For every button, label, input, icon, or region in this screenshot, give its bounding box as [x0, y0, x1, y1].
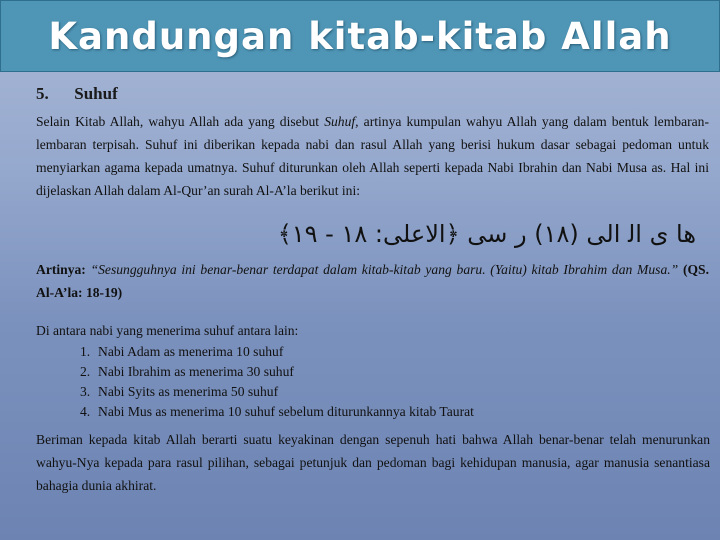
closing-paragraph: Beriman kepada kitab Allah berarti suatu keyakinan dengan sepenuh hati bahwa Allah benar-benar telah menurunkan wahyu-Nya kepada para rasul pilihan, sebagai petunjuk dan pedoman bagi kehidupan manusia, agar manusia senantiasa bahagia dunia akhirat. — [36, 432, 710, 493]
list-item: 1. Nabi Adam as menerima 10 suhuf — [80, 344, 284, 359]
verse-translation — [36, 258, 709, 304]
page-title: Kandungan kitab-kitab Allah — [48, 14, 672, 58]
intro-text-rest: artinya kumpulan wahyu Allah yang dalam bentuk lembaran-lembaran terpisah. Suhuf ini diberikan kepada nabi dan rasul Allah yang berisi hukum dasar sebagai pedoman untuk menyiarkan agama kepada umatnya. Suhuf diturunkan oleh Allah seperti kepada Nabi Ibrahin dan Nabi Musa as. Hal ini dijelaskan Allah dalam Al-Qur’an surah Al-A’la berikut ini: — [36, 114, 709, 198]
title-banner — [0, 0, 720, 72]
translation-label: Artinya: — [36, 262, 86, 277]
suhuf-term: Suhuf, — [324, 114, 359, 129]
intro-text-start: Selain Kitab Allah, wahyu Allah ada yang disebut — [36, 114, 325, 129]
list-item: 2. Nabi Ibrahim as menerima 30 suhuf — [80, 364, 294, 379]
list-intro: Di antara nabi yang menerima suhuf antara lain: — [36, 323, 299, 338]
list-item: 3. Nabi Syits as menerima 50 suhuf — [80, 384, 279, 399]
section-heading — [36, 84, 118, 104]
verse-reference: (QS. Al-A’la: 18-19) — [36, 262, 709, 300]
intro-paragraph — [36, 110, 709, 202]
list-item: 4. Nabi Mus as menerima 10 suhuf sebelum diturunkannya kitab Taurat — [80, 404, 474, 419]
suhuf-recipients-list — [80, 342, 474, 422]
section-number: 5. — [36, 84, 49, 103]
arabic-verse: ﻫﺎ ﻯ ﺍﻟ ﺍﻟﻰ (١٨) ﺭ ﺳﻰ ﴿ﺍﻻﻋﻠﻰ: ١٨ - ١٩﴾ — [277, 220, 696, 248]
section-title: Suhuf — [74, 84, 118, 103]
translation-quote: “Sesungguhnya ini benar-benar terdapat dalam kitab-kitab yang baru. (Yaitu) kitab Ibrahim dan Musa.” — [90, 262, 679, 277]
